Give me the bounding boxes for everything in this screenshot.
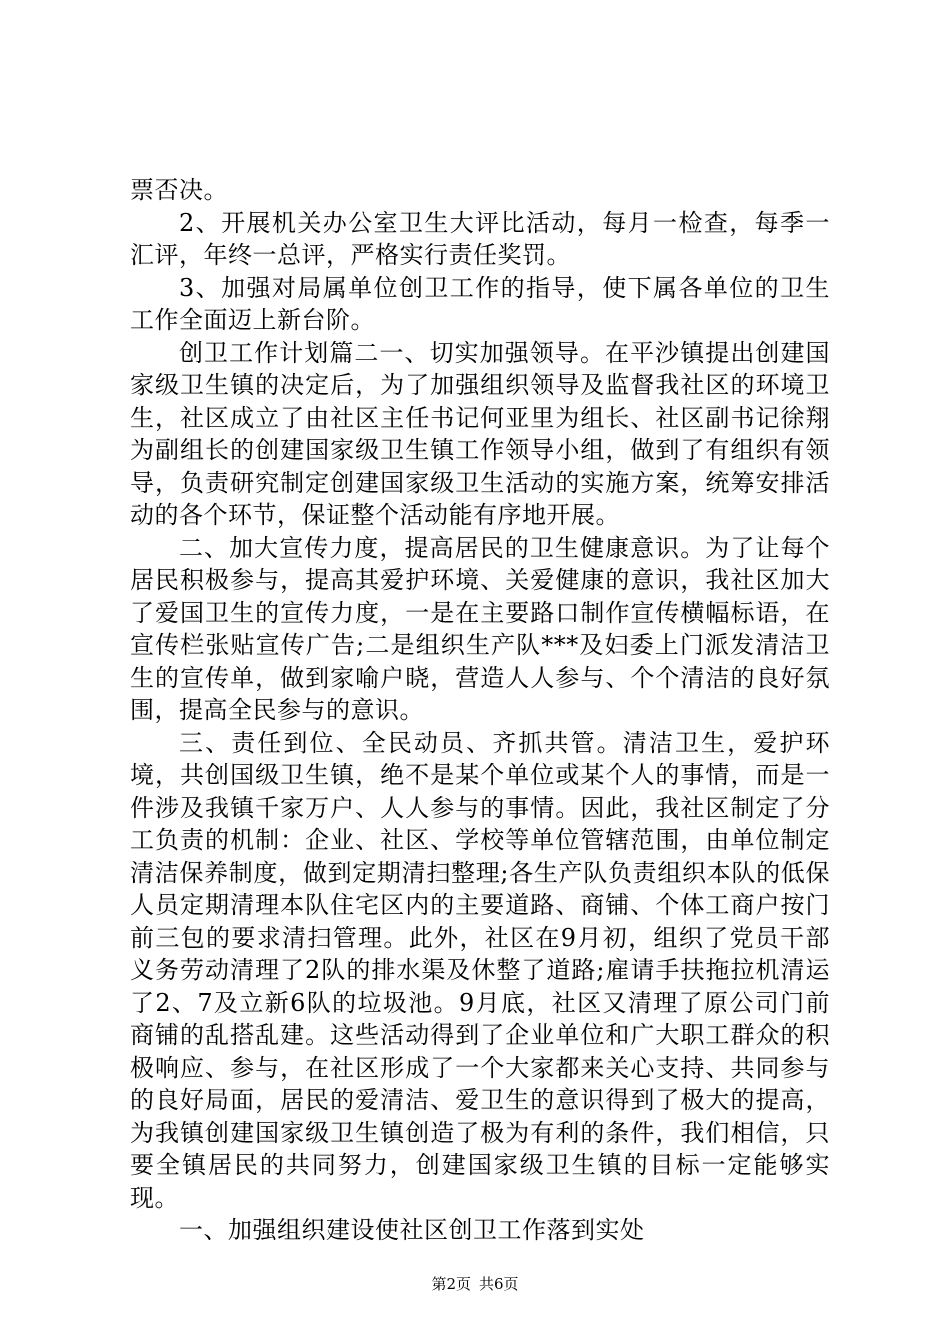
paragraph-item-2: 2、开展机关办公室卫生大评比活动，每月一检查，每季一汇评，年终一总评，严格实行责任奖罚。 xyxy=(130,208,830,269)
page-number-total: 共6页 xyxy=(479,1275,519,1293)
document-body xyxy=(130,174,830,1247)
paragraph-part-3: 三、责任到位、全民动员、齐抓共管。清洁卫生，爱护环境，共创国级卫生镇，绝不是某个单位或某个人的事情，而是一件涉及我镇千家万户、人人参与的事情。因此，我社区制定了分工负责的机制：企业、社区、学校等单位管辖范围，由单位制定清洁保养制度，做到定期清扫整理;各生产队负责组织本队的低保人员定期清理本队住宅区内的主要道路、商铺、个体工商户按门前三包的要求清扫管理。此外，社区在9月初，组织了党员干部义务劳动清理了2队的排水渠及休整了道路;雇请手扶拖拉机清运了2、7及立新6队的垃圾池。9月底，社区又清理了原公司门前商铺的乱搭乱建。这些活动得到了企业单位和广大职工群众的积极响应、参与，在社区形成了一个大家都来关心支持、共同参与的良好局面，居民的爱清洁、爱卫生的意识得到了极大的提高，为我镇创建国家级卫生镇创造了极为有利的条件，我们相信，只要全镇居民的共同努力，创建国家级卫生镇的目标一定能够实现。 xyxy=(130,728,830,1212)
paragraph-part-2: 二、加大宣传力度，提高居民的卫生健康意识。为了让每个居民积极参与，提高其爱护环境、关爱健康的意识，我社区加大了爱国卫生的宣传力度，一是在主要路口制作宣传横幅标语，在宣传栏张贴宣传广告;二是组织生产队***及妇委上门派发清洁卫生的宣传单，做到家喻户晓，营造人人参与、个个清洁的良好氛围，提高全民参与的意识。 xyxy=(130,533,830,724)
paragraph-heading-1: 一、加强组织建设使社区创卫工作落到实处 xyxy=(179,1216,645,1244)
paragraph-item-3: 3、加强对局属单位创卫工作的指导，使下属各单位的卫生工作全面迈上新台阶。 xyxy=(130,273,830,334)
paragraph-continuation: 票否决。 xyxy=(130,176,228,204)
page-footer xyxy=(0,1274,950,1294)
page-number-current: 第2页 xyxy=(431,1275,471,1293)
paragraph-section-2-part-1: 创卫工作计划篇二一、切实加强领导。在平沙镇提出创建国家级卫生镇的决定后，为了加强组织领导及监督我社区的环境卫生，社区成立了由社区主任书记何亚里为组长、社区副书记徐翔为副组长的创建国家级卫生镇工作领导小组，做到了有组织有领导，负责研究制定创建国家级卫生活动的实施方案，统筹安排活动的各个环节，保证整个活动能有序地开展。 xyxy=(130,338,830,529)
